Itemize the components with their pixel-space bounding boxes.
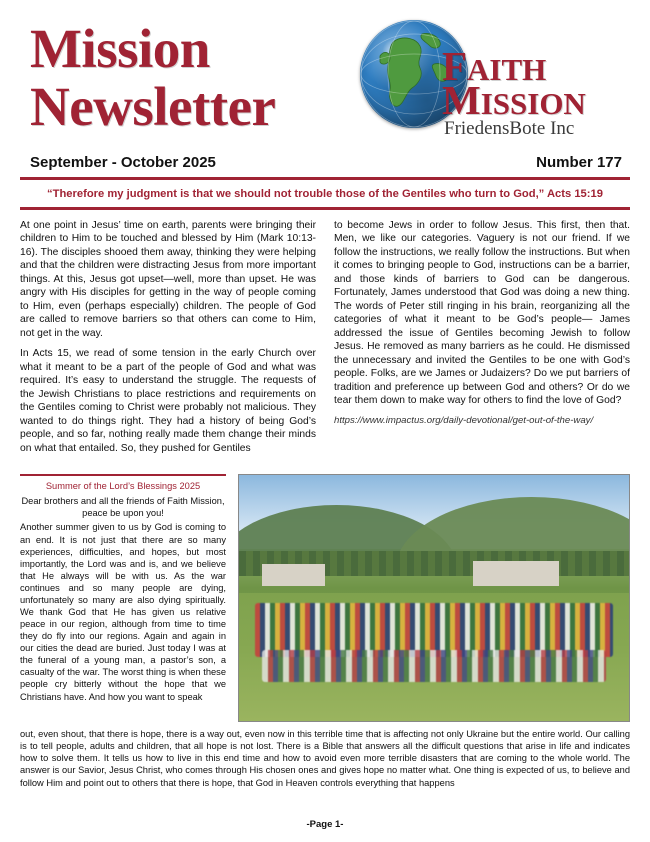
photo-building-right <box>473 561 559 586</box>
masthead <box>20 14 630 156</box>
letter-top-row <box>20 474 630 722</box>
photo-building-left <box>262 564 324 586</box>
logo-word-mission-rest: ISSION <box>480 86 586 121</box>
paragraph: In Acts 15, we read of some tension in the early Church over what it meant to be a part of the people of God and what was required. It’s easy to understand the struggle. The requests of the Jewish Christians to place restrictions and requirements on the Gentiles coming to Christ were probably not malicious. They wanted to do things right. They had a history of being God’s people, and so far, nothing really made them change their minds on what that entailed. So, they pushed for Gentiles <box>20 348 316 454</box>
logo-word-mission <box>442 76 586 124</box>
letter-section <box>20 474 630 788</box>
letter-greeting: Dear brothers and all the friends of Faith Mission, peace be upon you! <box>21 496 225 519</box>
letter-body-full <box>20 728 630 788</box>
letter-body-column: Another summer given to us by God is coming to an end. It is not just that there are so many experiences, difficulties, and hopes, but most importantly, the Lord was and is, and we believe that He always will be with us. As the war continues and so many people are dying, unfortunately so many are also dying spiritually. We thank God that He has given us relative peace in our region, although from time to time they do fly into our regions. Again and again in our cities the dead are buried. Just today I was at the funeral of a young man, a pastor’s son, a casualty of the war. The worst thing is when these people cry bitterly without the hope that we Christians have. And how you want to speak <box>20 522 226 702</box>
article-source-link[interactable]: https://www.impactus.org/daily-devotional/get-out-of-the-way/ <box>334 414 594 426</box>
issue-date: September - October 2025 <box>30 154 216 171</box>
letter-column <box>20 474 226 702</box>
organization-name: FriedensBote Inc <box>444 118 575 139</box>
scripture-verse: “Therefore my judgment is that we should not trouble those of the Gentiles who turn to God,” Acts 15:19 <box>47 188 603 200</box>
organization-logo <box>346 14 626 154</box>
title-line-1: Mission <box>30 18 210 79</box>
issue-bar <box>20 154 630 175</box>
article-column-left <box>20 219 316 462</box>
page-title <box>30 20 275 137</box>
letter-photo <box>238 474 630 722</box>
divider-verse <box>20 207 630 210</box>
logo-letter-f: F <box>442 43 468 89</box>
page-footer: -Page 1- <box>306 819 344 830</box>
article-column-right <box>334 219 630 462</box>
photo-crowd-front <box>262 650 605 682</box>
article-body <box>20 219 630 462</box>
issue-number: Number 177 <box>536 154 622 171</box>
paragraph: out, even shout, that there is hope, there is a way out, even now in this terrible time that is affecting not only Ukraine but the entire world. Our calling is to tell people, adults and children, that all hope is not lost. There is a Bible that answers all the difficult questions that arise in life and indicates how to solve them. It tells us how to live in this end time and how to avoid even more terrible disasters that are coming to the whole world. The answer is our Savior, Jesus Christ, who comes through His chosen ones and gives hope no matter what. One thing is expected of us, to believe and follow Him and point out to others that there is hope, that God in Heaven controls everything that happens <box>20 729 630 788</box>
title-line-2: Newsletter <box>30 76 276 138</box>
logo-letter-m: M <box>442 77 481 123</box>
paragraph: to become Jews in order to follow Jesus. This first, then that. Men, we like our categories. Vaguery is not our friend. If we follow the instructions, we really follow the instructions. But when it comes to bringing people to God, instructions can be a barrier, and those kinds of barriers to God can be dangerous. Fortunately, James understood that God was doing a new thing. The words of Peter still ringing in his brain, reorganizing all the categories of what it meant to be God’s people— James addressed the issue of Gentiles becoming Jewish to follow Jesus. He removed as many barriers as he could. He dismissed the unnecessary and invited the Gentiles to be one with God’s people. Folks, are we James or Judaizers? Do we put barriers of tradition and preference up between God and others? Or do we tear them down to make way for others to find the love of God? <box>334 220 630 407</box>
paragraph: At one point in Jesus’ time on earth, parents were bringing their children to Him to be touched and blessed by Him (Mark 10:13-16). The disciples shooed them away, thinking they were helping and that the children were distracting Jesus from more important things. At this, Jesus got upset—well, more than upset. He was angry with His disciples for getting in the way of people coming to Him, even (perhaps especially) children. The people of God are called to remove barriers so that others can come to Him, not get in the way. <box>20 220 316 339</box>
logo-word-faith-rest: AITH <box>467 52 547 87</box>
letter-title: Summer of the Lord’s Blessings 2025 <box>45 481 201 492</box>
